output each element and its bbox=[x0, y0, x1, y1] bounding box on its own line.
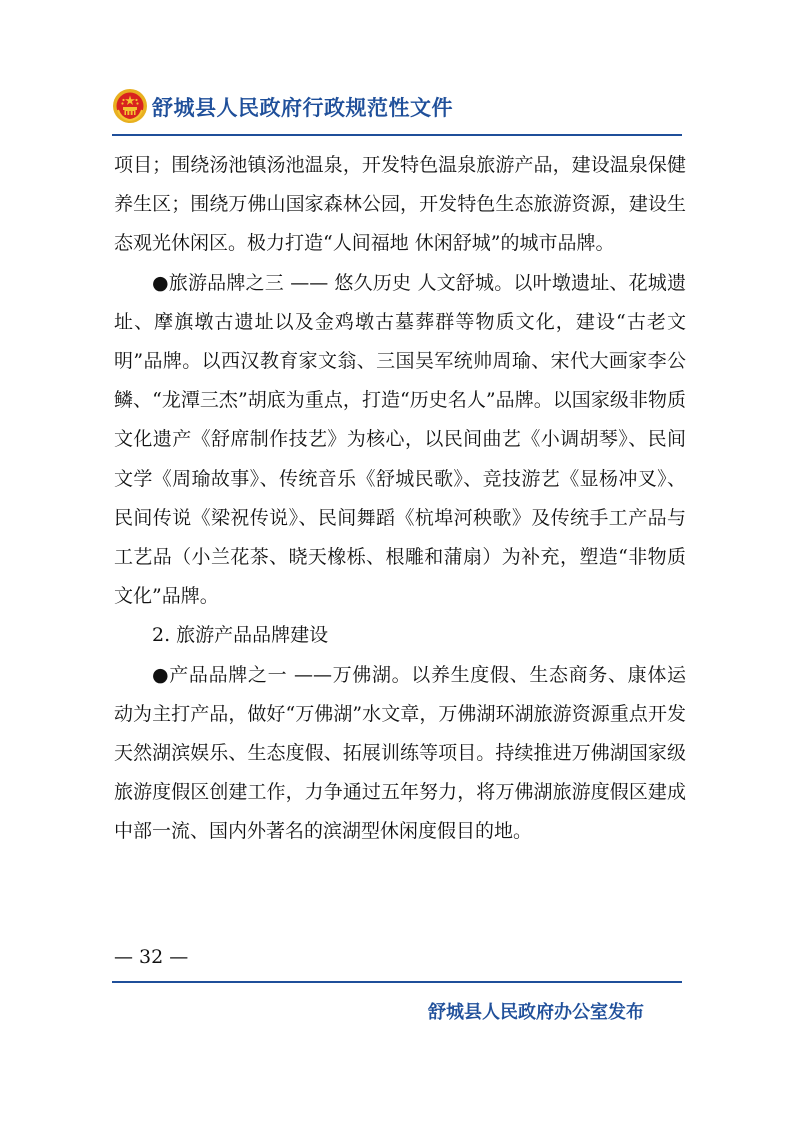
footer-rule bbox=[112, 981, 682, 983]
paragraph: ●旅游品牌之三 —— 悠久历史 人文舒城。以叶墩遗址、花城遗址、摩旗墩古遗址以及金鸡墩古墓葬群等物质文化，建设“古老文明”品牌。以西汉教育家文翁、三国吴军统帅周瑜、宋代大画家李公鳞、“龙潭三杰”胡底为重点，打造“历史名人”品牌。以国家级非物质文化遗产《舒席制作技艺》为核心，以民间曲艺《小调胡琴》、民间文学《周瑜故事》、传统音乐《舒城民歌》、竞技游艺《显杨冲叉》、民间传说《梁祝传说》、民间舞蹈《杭埠河秧歌》及传统手工产品与工艺品（小兰花茶、晓天橡栎、根雕和蒲扇）为补充，塑造“非物质文化”品牌。 bbox=[114, 271, 686, 608]
section-heading: 2. 旅游产品品牌建设 bbox=[152, 624, 329, 647]
document-body bbox=[114, 146, 686, 852]
footer-publisher: 舒城县人民政府办公室发布 bbox=[428, 1002, 644, 1023]
paragraph: ●产品品牌之一 ——万佛湖。以养生度假、生态商务、康体运动为主打产品，做好“万佛湖”水文章，万佛湖环湖旅游资源重点开发天然湖滨娱乐、生态度假、拓展训练等项目。持续推进万佛湖国家级旅游度假区创建工作，力争通过五年努力，将万佛湖旅游度假区建成中部一流、国内外著名的滨湖型休闲度假目的地。 bbox=[114, 663, 686, 843]
national-emblem-icon bbox=[112, 88, 148, 124]
page-number: — 32 — bbox=[114, 946, 189, 968]
document-header bbox=[112, 88, 682, 132]
header-title: 舒城县人民政府行政规范性文件 bbox=[152, 96, 453, 120]
header-rule bbox=[112, 134, 682, 136]
paragraph: 项目；围绕汤池镇汤池温泉，开发特色温泉旅游产品，建设温泉保健养生区；围绕万佛山国家森林公园，开发特色生态旅游资源，建设生态观光休闲区。极力打造“人间福地 休闲舒城”的城市品牌。 bbox=[114, 154, 686, 255]
